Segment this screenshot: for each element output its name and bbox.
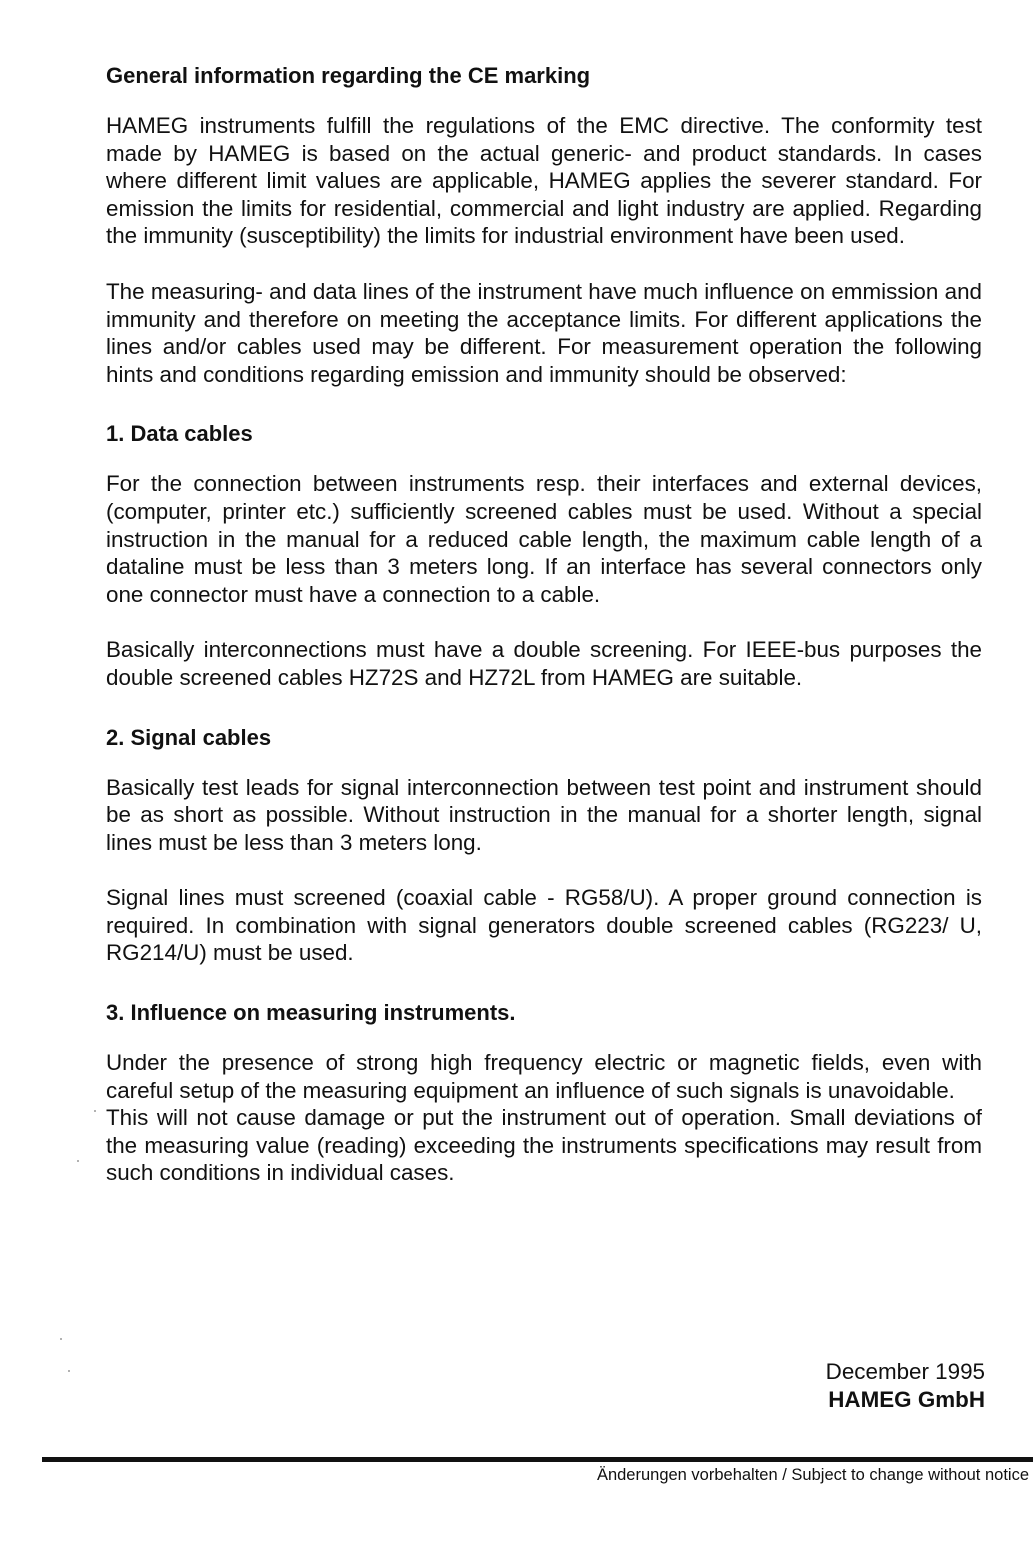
scan-speck (94, 1110, 96, 1112)
document-body (106, 62, 982, 1187)
scan-speck (60, 1338, 62, 1340)
influence-paragraph-2: This will not cause damage or put the instrument out of operation. Small deviations of the measuring value (reading) exceeding the instruments specifications may result from such conditions in individual cases. (106, 1105, 982, 1186)
intro-paragraph-1: HAMEG instruments fulfill the regulations of the EMC directive. The conformity test made by HAMEG is based on the actual generic- and product standards. In cases where different limit values are applicable, HAMEG applies the severer standard. For emission the limits for residential, commercial and light industry are applied. Regarding the immunity (susceptibility) the limits for industrial environment have been used. (106, 113, 982, 249)
signature-date: December 1995 (825, 1359, 985, 1384)
signature-block (826, 1358, 985, 1414)
section-heading-data-cables: 1. Data cables (106, 421, 253, 447)
data-cables-paragraph-2: Basically interconnections must have a double screening. For IEEE-bus purposes the double screened cables HZ72S and HZ72L from HAMEG are suitable. (106, 637, 982, 690)
page-title: General information regarding the CE marking (106, 63, 591, 88)
section-heading-influence: 3. Influence on measuring instruments. (106, 1000, 516, 1026)
signal-cables-paragraph-1: Basically test leads for signal interconnection between test point and instrument should be as short as possible. Without instruction in the manual for a shorter length, signal lines must be less than 3 meters long. (106, 774, 982, 855)
footer-note: Änderungen vorbehalten / Subject to change without notice (596, 1466, 1029, 1484)
footer-rule (42, 1457, 1033, 1462)
signature-company: HAMEG GmbH (828, 1387, 985, 1412)
intro-paragraph-2: The measuring- and data lines of the instrument have much influence on emmission and immunity and therefore on meeting the acceptance limits. For different applications the lines and/or cables used may be different. For measurement operation the following hints and conditions regarding emission and immunity should be observed: (106, 278, 982, 387)
section-heading-signal-cables: 2. Signal cables (106, 724, 272, 750)
scan-speck (68, 1370, 70, 1372)
influence-paragraph-1: Under the presence of strong high frequency electric or magnetic fields, even with careful setup of the measuring equipment an influence of such signals is unavoidable. (106, 1050, 982, 1103)
signal-cables-paragraph-2: Signal lines must screened (coaxial cable - RG58/U). A proper ground connection is required. In combination with signal generators double screened cables (RG223/ U, RG214/U) must be used. (106, 885, 982, 966)
data-cables-paragraph-1: For the connection between instruments resp. their interfaces and external devices, (computer, printer etc.) sufficiently screened cables must be used. Without a special instruction in the manual for a reduced cable length, the maximum cable length of a dataline must be less than 3 meters long. If an interface has several connectors only one connector must have a connection to a cable. (106, 471, 982, 607)
scan-speck (77, 1160, 79, 1162)
